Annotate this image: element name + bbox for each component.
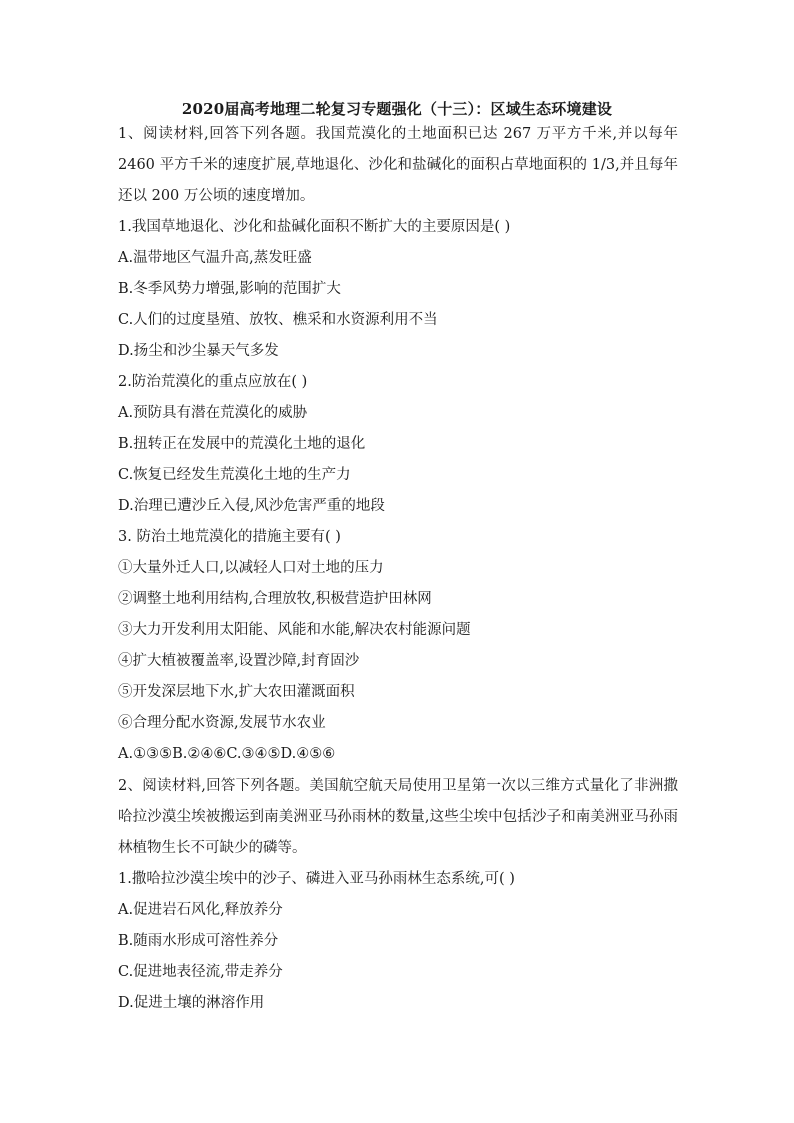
q2-sub1-stem: 1.撒哈拉沙漠尘埃中的沙子、磷进入亚马孙雨林生态系统,可( ) xyxy=(118,871,515,887)
q1-sub3-stem: 3. 防治土地荒漠化的措施主要有( ) xyxy=(118,529,341,545)
q1-sub2-stem: 2.防治荒漠化的重点应放在( ) xyxy=(118,374,308,390)
question-1-intro: 1、阅读材料,回答下列各题。我国荒漠化的土地面积已达 267 万平方千米,并以每年 2460 平方千米的速度扩展,草地退化、沙化和盐碱化的面积占草地面积的 1/3,并且每年还以 200 万公顷的速度增加。 xyxy=(118,126,678,204)
q2-sub1-option-a: A.促进岩石风化,释放养分 xyxy=(118,902,283,918)
q2-sub1-option-b: B.随雨水形成可溶性养分 xyxy=(118,933,279,949)
q2-sub1-option-c: C.促进地表径流,带走养分 xyxy=(118,964,283,980)
q1-sub3-item-1: ①大量外迁人口,以减轻人口对土地的压力 xyxy=(118,560,384,576)
q1-sub3-item-2: ②调整土地利用结构,合理放牧,积极营造护田林网 xyxy=(118,591,432,607)
q2-sub1-option-d: D.促进土壤的淋溶作用 xyxy=(118,995,265,1011)
question-2-intro: 2、阅读材料,回答下列各题。美国航空航天局使用卫星第一次以三维方式量化了非洲撒哈拉沙漠尘埃被搬运到南美洲亚马孙雨林的数量,这些尘埃中包括沙子和南美洲亚马孙雨林植物生长不可缺少的磷等。 xyxy=(118,778,678,856)
q1-sub2-option-d: D.治理已遭沙丘入侵,风沙危害严重的地段 xyxy=(118,498,385,514)
q1-sub2-option-a: A.预防具有潜在荒漠化的威胁 xyxy=(118,405,308,421)
q1-sub1-option-a: A.温带地区气温升高,蒸发旺盛 xyxy=(118,250,312,266)
q1-sub2-option-b: B.扭转正在发展中的荒漠化土地的退化 xyxy=(118,436,366,452)
q1-sub3-item-3: ③大力开发利用太阳能、风能和水能,解决农村能源问题 xyxy=(118,622,471,638)
q1-sub1-option-d: D.扬尘和沙尘暴天气多发 xyxy=(118,343,279,359)
q1-sub3-item-5: ⑤开发深层地下水,扩大农田灌溉面积 xyxy=(118,684,355,700)
document-title: 2020届高考地理二轮复习专题强化（十三）：区域生态环境建设 xyxy=(181,100,613,118)
q1-sub3-options: A.①③⑤B.②④⑥C.③④⑤D.④⑤⑥ xyxy=(118,746,336,762)
q1-sub3-item-6: ⑥合理分配水资源,发展节水农业 xyxy=(118,715,326,731)
q1-sub1-stem: 1.我国草地退化、沙化和盐碱化面积不断扩大的主要原因是( ) xyxy=(118,219,511,235)
q1-sub3-item-4: ④扩大植被覆盖率,设置沙障,封育固沙 xyxy=(118,653,360,669)
q1-sub2-option-c: C.恢复已经发生荒漠化土地的生产力 xyxy=(118,467,351,483)
q1-sub1-option-b: B.冬季风势力增强,影响的范围扩大 xyxy=(118,281,341,297)
q1-sub1-option-c: C.人们的过度垦殖、放牧、樵采和水资源利用不当 xyxy=(118,312,438,328)
